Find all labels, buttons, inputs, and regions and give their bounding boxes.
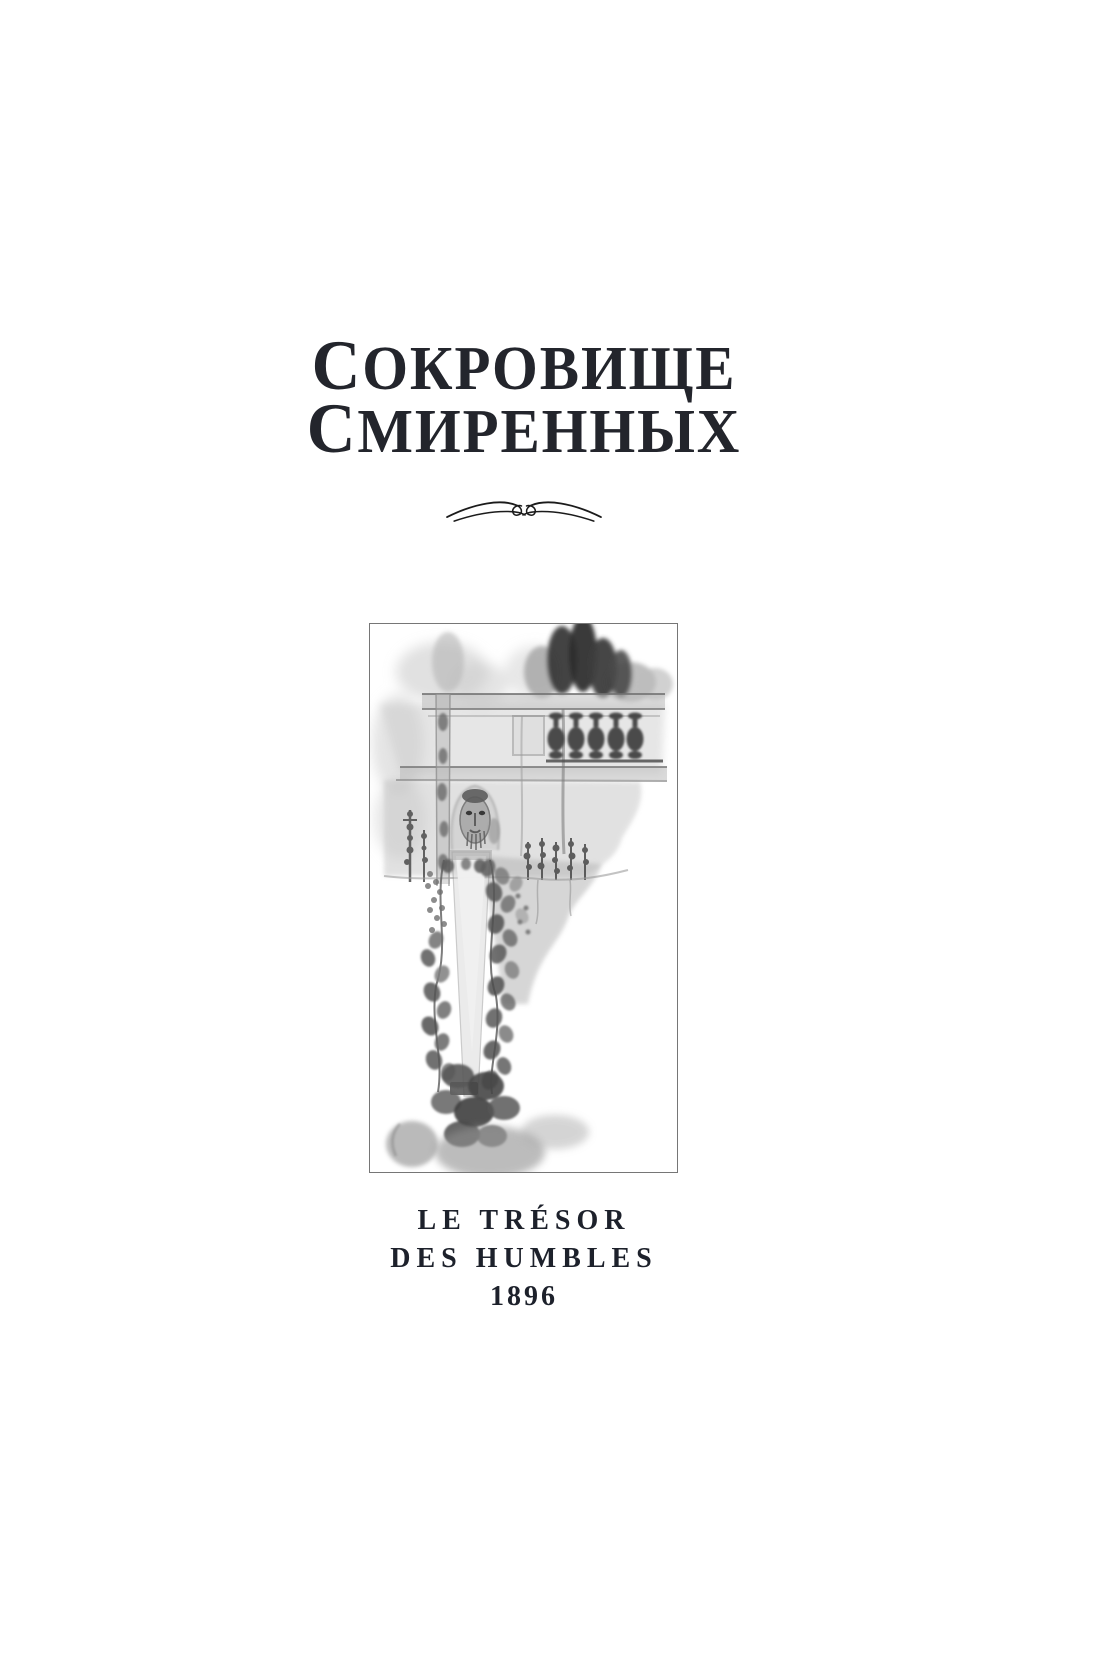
caption-year: 1896 [490,1281,558,1312]
ivy-pillar [450,850,492,1096]
cypress-trees [524,624,673,702]
left-post [436,694,450,886]
caption-line-1: LE TRÉSOR [417,1205,631,1236]
book-title-line-2: СМИРЕННЫХ [306,390,742,468]
original-title-caption [0,1202,1048,1316]
illustration-frame [369,623,678,1173]
book-title-line-1: СОКРОВИЩЕ [311,327,737,405]
flourish-divider-icon [443,494,605,528]
caption-line-2: DES HUMBLES [390,1243,658,1274]
illustration [370,624,677,1172]
book-title [0,327,1048,468]
